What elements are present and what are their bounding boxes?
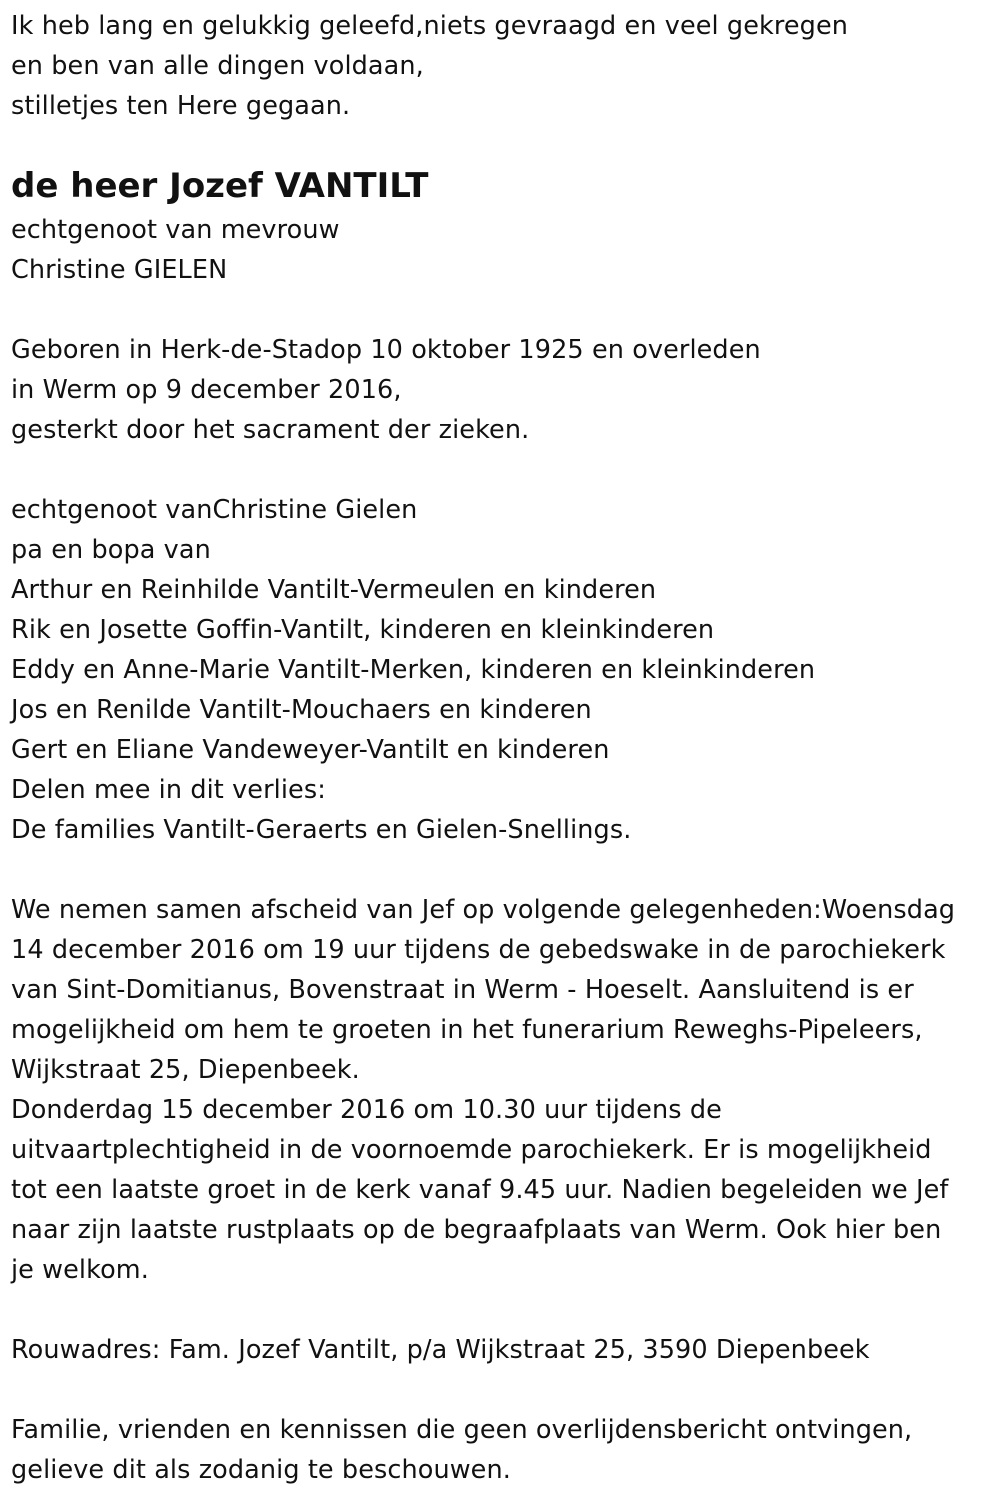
ceremony-line: Donderdag 15 december 2016 om 10.30 uur tijdens de <box>11 1095 722 1125</box>
spouse-name: Christine GIELEN <box>11 255 228 285</box>
birth-death-line: Geboren in Herk-de-Stadop 10 oktober 1925 en overleden <box>11 335 761 365</box>
address <box>11 1330 991 1370</box>
deceased-block <box>11 162 991 290</box>
birth-death <box>11 330 991 450</box>
ceremony-line: van Sint-Domitianus, Bovenstraat in Werm - Hoeselt. Aansluitend is er <box>11 975 914 1005</box>
closing-line: gelieve dit als zodanig te beschouwen. <box>11 1455 511 1485</box>
ceremony-line: Wijkstraat 25, Diepenbeek. <box>11 1055 360 1085</box>
closing <box>11 1410 991 1490</box>
poem-line: en ben van alle dingen voldaan, <box>11 51 424 81</box>
ceremonies <box>11 890 991 1290</box>
ceremony-line: mogelijkheid om hem te groeten in het funerarium Reweghs-Pipeleers, <box>11 1015 923 1045</box>
obituary-document <box>11 6 991 1490</box>
ceremony-line: 14 december 2016 om 19 uur tijdens de gebedswake in de parochiekerk <box>11 935 946 965</box>
ceremony-line: We nemen samen afscheid van Jef op volgende gelegenheden:Woensdag <box>11 895 956 925</box>
closing-line: Familie, vrienden en kennissen die geen overlijdensbericht ontvingen, <box>11 1415 913 1445</box>
ceremony-line: uitvaartplechtigheid in de voornoemde parochiekerk. Er is mogelijkheid <box>11 1135 932 1165</box>
poem <box>11 6 991 126</box>
family-line: Eddy en Anne-Marie Vantilt-Merken, kinderen en kleinkinderen <box>11 655 816 685</box>
family-list <box>11 490 991 850</box>
deceased-name: de heer Jozef VANTILT <box>11 166 429 206</box>
family-line: Gert en Eliane Vandeweyer-Vantilt en kinderen <box>11 735 610 765</box>
family-line: pa en bopa van <box>11 535 211 565</box>
family-line: De families Vantilt-Geraerts en Gielen-Snellings. <box>11 815 632 845</box>
address-line: Rouwadres: Fam. Jozef Vantilt, p/a Wijkstraat 25, 3590 Diepenbeek <box>11 1335 870 1365</box>
spouse-line: echtgenoot van mevrouw <box>11 215 340 245</box>
family-line: Delen mee in dit verlies: <box>11 775 326 805</box>
ceremony-line: naar zijn laatste rustplaats op de begraafplaats van Werm. Ook hier ben <box>11 1215 942 1245</box>
family-line: Arthur en Reinhilde Vantilt-Vermeulen en kinderen <box>11 575 657 605</box>
poem-line: Ik heb lang en gelukkig geleefd,niets gevraagd en veel gekregen <box>11 11 849 41</box>
family-line: echtgenoot vanChristine Gielen <box>11 495 418 525</box>
poem-line: stilletjes ten Here gegaan. <box>11 91 351 121</box>
family-line: Rik en Josette Goffin-Vantilt, kinderen en kleinkinderen <box>11 615 715 645</box>
ceremony-line: je welkom. <box>11 1255 149 1285</box>
ceremony-line: tot een laatste groet in de kerk vanaf 9.45 uur. Nadien begeleiden we Jef <box>11 1175 949 1205</box>
birth-death-line: in Werm op 9 december 2016, <box>11 375 402 405</box>
birth-death-line: gesterkt door het sacrament der zieken. <box>11 415 530 445</box>
family-line: Jos en Renilde Vantilt-Mouchaers en kinderen <box>11 695 592 725</box>
